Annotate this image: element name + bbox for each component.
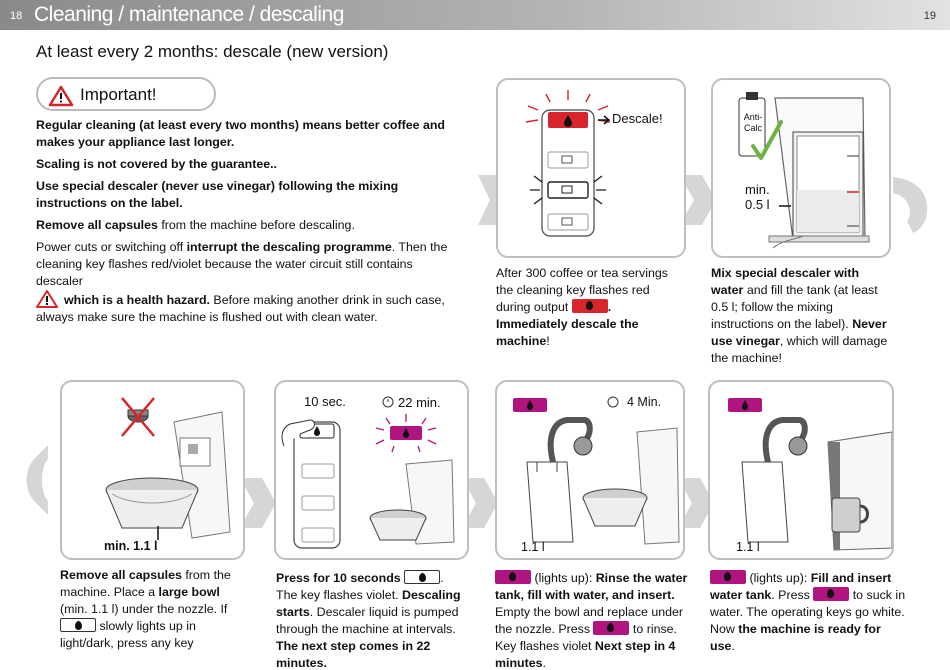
intro-p3: Use special descaler (never use vinegar) following the mixing instructions on the label. — [36, 179, 399, 210]
tank-volume-label: 1.1 l — [521, 540, 545, 554]
step-5-illustration — [495, 380, 685, 560]
section-title: At least every 2 months: descale (new version) — [36, 42, 389, 61]
intro-p1: Regular cleaning (at least every two months) means better coffee and makes your appliance last longer. — [36, 118, 445, 149]
step-4-caption: Press for 10 seconds . The key flashes violet. Descaling starts. Descaler liquid is pumped through the machine at intervals. The next step comes in 22 minutes. — [276, 571, 461, 670]
intro-text — [36, 117, 448, 331]
key-panel-illustration — [498, 80, 686, 258]
tank-volume-label: 1.1 l — [736, 540, 760, 554]
press-duration-label: 10 sec. — [304, 394, 346, 409]
cleaning-key-violet-icon — [495, 570, 531, 584]
bowl-capsule-illustration — [62, 382, 245, 560]
flow-arrow-icon — [22, 445, 62, 515]
flow-arrow-icon — [240, 478, 276, 528]
step-6-illustration — [708, 380, 894, 560]
step-3-illustration — [60, 380, 245, 560]
important-notice — [36, 77, 216, 111]
machine-tank-illustration — [713, 80, 891, 258]
step-2-caption: Mix special descaler with water and fill the tank (at least 0.5 l; follow the mixing instructions on the label). Never use vinegar, which will damage the machine! — [711, 266, 888, 365]
descale-callout: Descale! — [612, 111, 663, 126]
page-header-title: Cleaning / maintenance / descaling — [34, 3, 344, 26]
step-5-caption: (lights up): Rinse the water tank, fill with water, and insert. Empty the bowl and replace under the nozzle. Press to rinse. Key flashes violet Next step in 4 minutes. — [495, 571, 688, 670]
cleaning-key-violet-icon — [813, 587, 849, 601]
warning-icon — [36, 290, 58, 308]
wait-time-label: 22 min. — [398, 395, 441, 410]
rinse-time-label: 4 Min. — [627, 395, 662, 409]
cleaning-key-violet-icon — [710, 570, 746, 584]
page-header — [0, 0, 950, 30]
intro-p5: Power cuts or switching off interrupt the descaling programme. Then the cleaning key flashes red/violet because the water circuit still contains descaler which is a health hazard. Before making another drink in such case, always make sure the machine is flushed out with clean water. — [36, 240, 448, 324]
step-3-caption: Remove all capsules from the machine. Place a large bowl (min. 1.1 l) under the nozzle. If slowly lights up in light/dark, press any key — [60, 568, 231, 650]
step-2-illustration — [711, 78, 891, 258]
cleaning-key-outline-icon — [404, 570, 440, 584]
step-6-caption: (lights up): Fill and insert water tank. Press to suck in water. The operating keys go white. Now the machine is ready for use. — [710, 571, 906, 653]
fill-tank-illustration — [710, 382, 894, 560]
important-label: Important! — [80, 85, 157, 104]
step-1-caption: After 300 coffee or tea servings the cleaning key flashes red during output . Immediately descale the machine! — [496, 266, 668, 348]
step-4-illustration — [274, 380, 469, 560]
bottle-label: Anti-Calc — [743, 112, 763, 133]
step-1-illustration — [496, 78, 686, 258]
intro-p4: Remove all capsules from the machine before descaling. — [36, 218, 355, 232]
page-number-left: 18 — [10, 10, 23, 22]
cleaning-key-outline-icon — [60, 618, 96, 632]
min-level-label: min. 0.5 l — [745, 182, 770, 212]
page-number-right: 19 — [923, 10, 936, 22]
intro-p2: Scaling is not covered by the guarantee.. — [36, 157, 277, 171]
bowl-volume-label: min. 1.1 l — [104, 539, 158, 553]
flow-arrow-icon — [893, 175, 933, 235]
cleaning-key-violet-icon — [593, 621, 629, 635]
warning-icon — [48, 85, 74, 107]
cleaning-key-red-icon — [572, 299, 608, 313]
